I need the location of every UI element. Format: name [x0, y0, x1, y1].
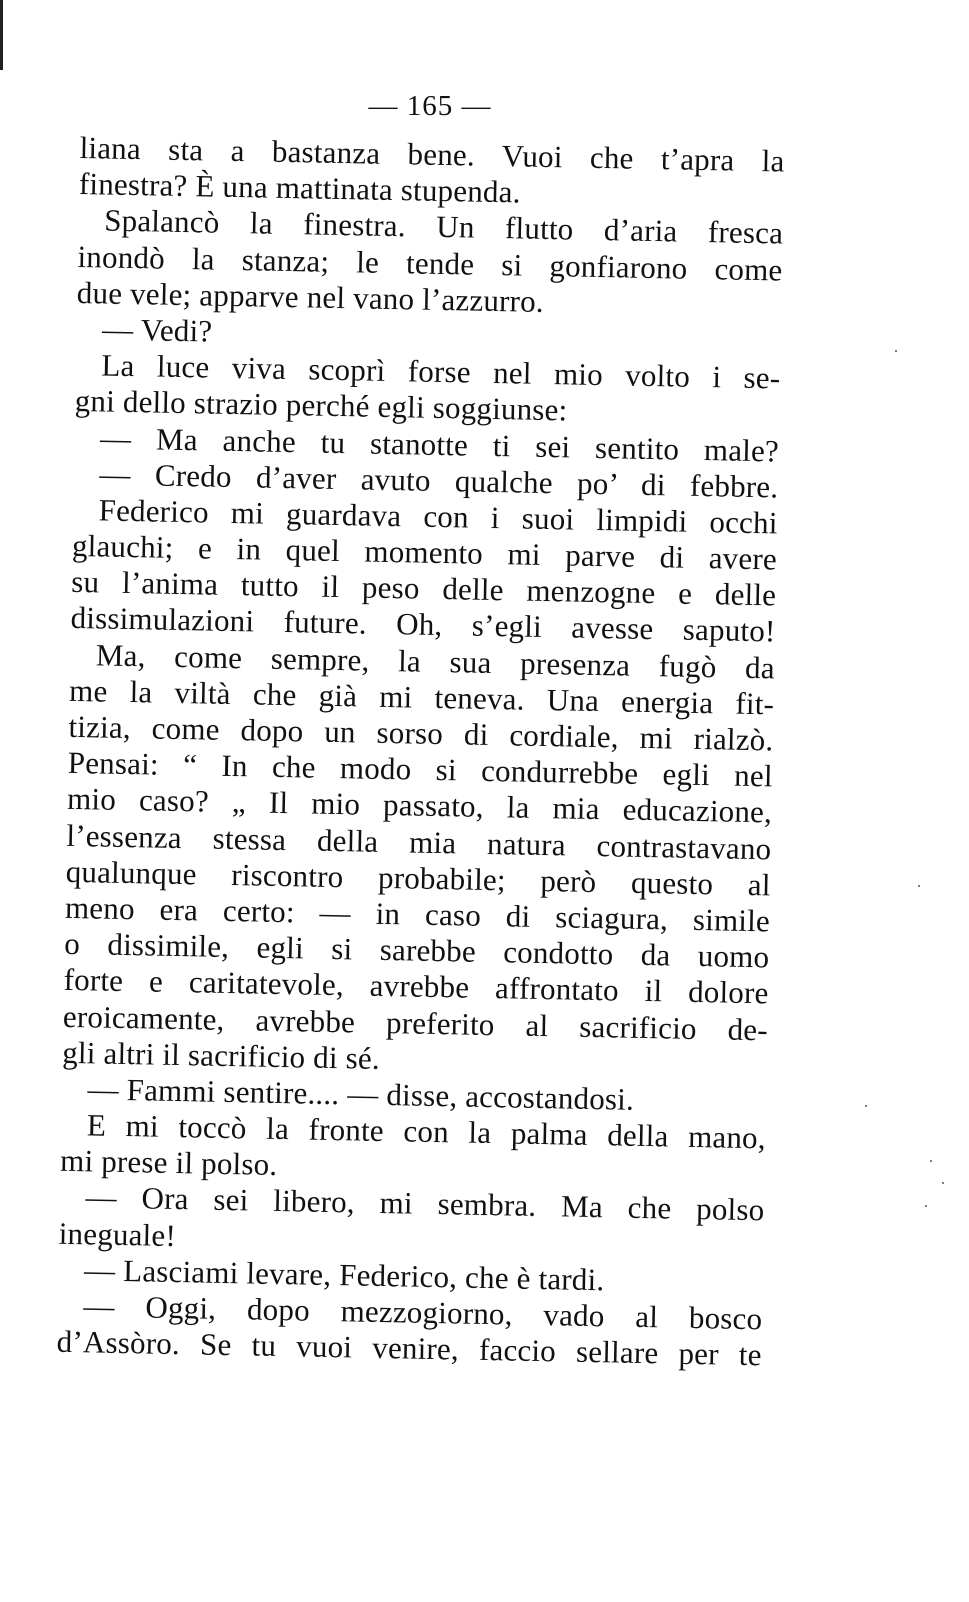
text-line: inondò la stanza; le tende si gonfiarono come [77, 238, 783, 288]
text-line: — Oggi, dopo mezzogiorno, vado al bosco [83, 1288, 763, 1337]
text-line: forte e caritatevole, avrebbe affrontato il dolore [63, 962, 769, 1011]
page-edge-shadow [0, 0, 3, 70]
text-line: gli altri il sacrificio di sé. [61, 1034, 381, 1076]
paper-speck [942, 1182, 944, 1184]
text-line: eroicamente, avrebbe preferito al sacrificio de- [62, 998, 769, 1047]
paper-speck [895, 350, 897, 352]
text-line: qualunque riscontro probabile; però questo al [65, 853, 771, 903]
paper-speck [918, 885, 920, 887]
text-line: tizia, come dopo un sorso di cordiale, mi rialzò. [68, 708, 774, 758]
text-line: Spalancò la finestra. Un flutto d’aria fresca [103, 202, 784, 251]
text-line: finestra? È una mattinata stupenda. [78, 166, 521, 210]
paper-speck [865, 1105, 867, 1107]
text-line: meno era certo: — in caso di sciagura, simile [64, 889, 771, 939]
text-line: mio caso? „ Il mio passato, la mia educazione, [66, 781, 773, 830]
text-line: l’essenza stessa della mia natura contrastavano [66, 817, 772, 866]
text-line: mi prese il polso. [59, 1143, 278, 1183]
text-line: Federico mi guardava con i suoi limpidi occhi [98, 492, 778, 541]
text-line: glauchi; e in quel momento mi parve di avere [71, 527, 778, 577]
text-line: — Fammi sentire.... — disse, accostandosi. [87, 1071, 635, 1117]
text-line: su l’anima tutto il peso delle menzogne e delle [70, 564, 777, 613]
text-line: dissimulazioni future. Oh, s’egli avesse saputo! [70, 600, 776, 649]
text-line: — Ora sei libero, mi sembra. Ma che polso [85, 1179, 765, 1228]
text-line: ineguale! [58, 1215, 177, 1253]
paper-speck [925, 1205, 927, 1207]
text-line: due vele; apparve nel vano l’azzurro. [76, 274, 545, 319]
text-line: Ma, come sempre, la sua presenza fugò da [95, 637, 776, 686]
paper-speck [930, 1160, 932, 1162]
text-line: o dissimile, egli si sarebbe condotto da uomo [64, 925, 770, 975]
body-text [56, 130, 784, 1374]
text-line: — Credo d’aver avuto qualche po’ di febbre. [99, 456, 779, 505]
text-line: liana sta a bastanza bene. Vuoi che t’apra la [79, 130, 785, 179]
text-line: E mi toccò la fronte con la palma della mano, [86, 1107, 767, 1156]
text-line: me la viltà che già mi teneva. Una energia fit- [68, 672, 775, 722]
text-line: — Vedi? [101, 311, 213, 349]
text-line: Pensai: “ In che modo si condurrebbe egli nel [67, 745, 774, 794]
page-number: — 165 — [368, 90, 492, 122]
text-line: gni dello strazio perché egli soggiunse: [74, 383, 568, 428]
text-line: — Lasciami levare, Federico, che è tardi. [83, 1252, 605, 1298]
text-line: — Ma anche tu stanotte ti sei sentito male? [99, 419, 780, 468]
text-line: La luce viva scoprì forse nel mio volto i se- [101, 347, 781, 396]
text-line: d’Assòro. Se tu vuoi venire, faccio sellare per te [56, 1323, 762, 1373]
